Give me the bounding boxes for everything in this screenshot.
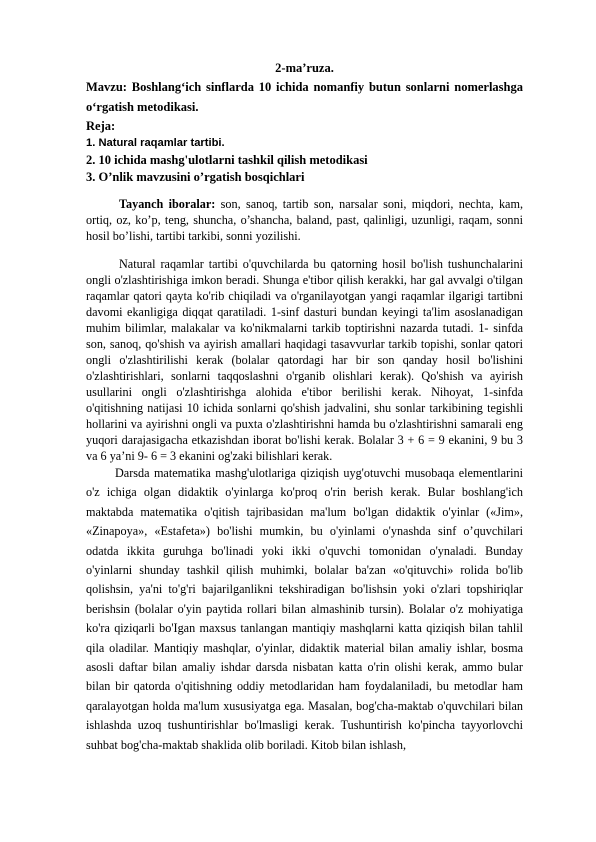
paragraph-natural-numbers: Natural raqamlar tartibi o'quvchilarda bu qatorning hosil bo'lish tushunchalarini ongli o'zlashtirishiga imkon beradi. Shunga e'tibor qilish kerakki, har gal avvalgi o'tilgan raqamlar qatori qayta ko'rib chiqiladi va o'rganilayotgan yangi raqamlar ilgarigi tartibni davomi ekanligiga diqqat qaratiladi. 1-sinf dasturi bundan keyingi ta'lim asoslanadigan muhim bilimlar, malakalar va ko'nikmalarni tarkib toptirishni nazarda tutadi. 1- sinfda son, sanoq, qo'shish va ayirish amallari haqidagi tasavvurlar tarkib topishi, sonlar qatori ongli o'zlashtirilishi kerak (bolalar qatordagi har bir son qanday hosil bo'lishini o'zlashtirishlari, sonlarni taqqoslashni o'rganib olishlari kerak). Qo'shish va ayirish usullarini ongli o'zlashtirishga alohida e'tibor berilishi kerak. Nihoyat, 1-sinfda o'qitishning natijasi 10 ichida sonlarni qo'shish jadvalini, shu sonlar tarkibining tegishli hollarini va ayirishni ongli va puxta o'zlashtirishni hamda bu o'zlashtirishni samarali eng yuqori darajasigacha etkazishdan iborat bo'lishi kerak. Bolalar 3 + 6 = 9 ekanini, 9 bu 3 va 6 ya’ni 9- 6 = 3 ekanini og'zaki bilishlari kerak.: [86, 257, 523, 463]
lecture-title: 2-ma’ruza.: [275, 61, 334, 75]
plan-item: 1. Natural raqamlar tartibi.: [86, 137, 225, 149]
paragraph-didactic-games: Darsda matematika mashg'ulotlariga qiziqish uyg'otuvchi musobaqa elementlarini o'z ichiga olgan didaktik o'yinlarga ko'proq o'rin berish kerak. Bular boshlang'ich maktabda matematika o'qitish tajribasidan ma'lum bo'lgan didaktik o'yinlar («Jim», «Zinapoya», «Estafeta») bo'lishi mumkin, bu o'yinlami o'ynashda sinf o’quvchilari odatda ikkita guruhga bo'linadi yoki ikki o'quvchi tomonidan o'ynaladi. Bunday o'yinlarni shunday tashkil qilish muhimki, bolalar ba'zan «o'qituvchi» rolida bo'lib qolishsin, ya'ni to'g'ri bajarilganlikni tekshiradigan bo'lishsin yoki o'zlari topshiriqlar berishsin (bolalar o'yin paytida rollari bilan almashinib tursin). Bolalar o'z mohiyatiga ko'ra qiziqarli bo'Igan maxsus tanlangan mantiqiy mashqlarni katta qiziqish bilan tahlil qila oladilar. Mantiqiy mashqlar, o'yinlar, didaktik material bilan amaliy ishlar, bosma asosli daftar bilan amaliy ishdar darsda nisbatan katta o'rin olishi kerak, ammo bular bilan bir qatorda o'qitishning oddiy metodlaridan ham foydalaniladi, bu metodlar ham qaralayotgan holda ma'lum xususiyatga ega. Masalan, bog'cha-maktab o'quvchilari bilan ishlashda uzoq tushuntirishlar bo'lmasligi kerak. Tushuntirish ko'pincha tayyorlovchi suhbat bog'cha-maktab shaklida olib boriladi. Kitob bilan ishlash,: [86, 466, 523, 752]
topic-label: Mavzu:: [86, 80, 127, 94]
document-page: [86, 60, 523, 755]
keywords-text: son, sanoq, tartib son, narsalar soni, miqdori, nechta, kam, ortiq, oz, ko’p, teng, shuncha, o’shancha, baland, past, qalinligi, uzunligi, raqam, sonni hosil bo’lishi, tartibi tarkibi, sonni yozilishi.: [86, 197, 523, 243]
lecture-topic: [86, 77, 523, 117]
keywords-label: Tayanch iboralar:: [119, 197, 216, 211]
plan-item: 3. O’nlik mavzusini o’rgatish bosqichlari: [86, 170, 305, 184]
plan-list: [86, 135, 523, 186]
topic-text: Boshlang‘ich sinflarda 10 ichida nomanfiy butun sonlarni nomerlashga o‘rgatish metodikasi.: [86, 80, 523, 114]
keywords-paragraph: [86, 196, 523, 244]
plan-label: Reja:: [86, 119, 116, 133]
plan-item: 2. 10 ichida mashg'ulotlarni tashkil qilish metodikasi: [86, 153, 368, 167]
